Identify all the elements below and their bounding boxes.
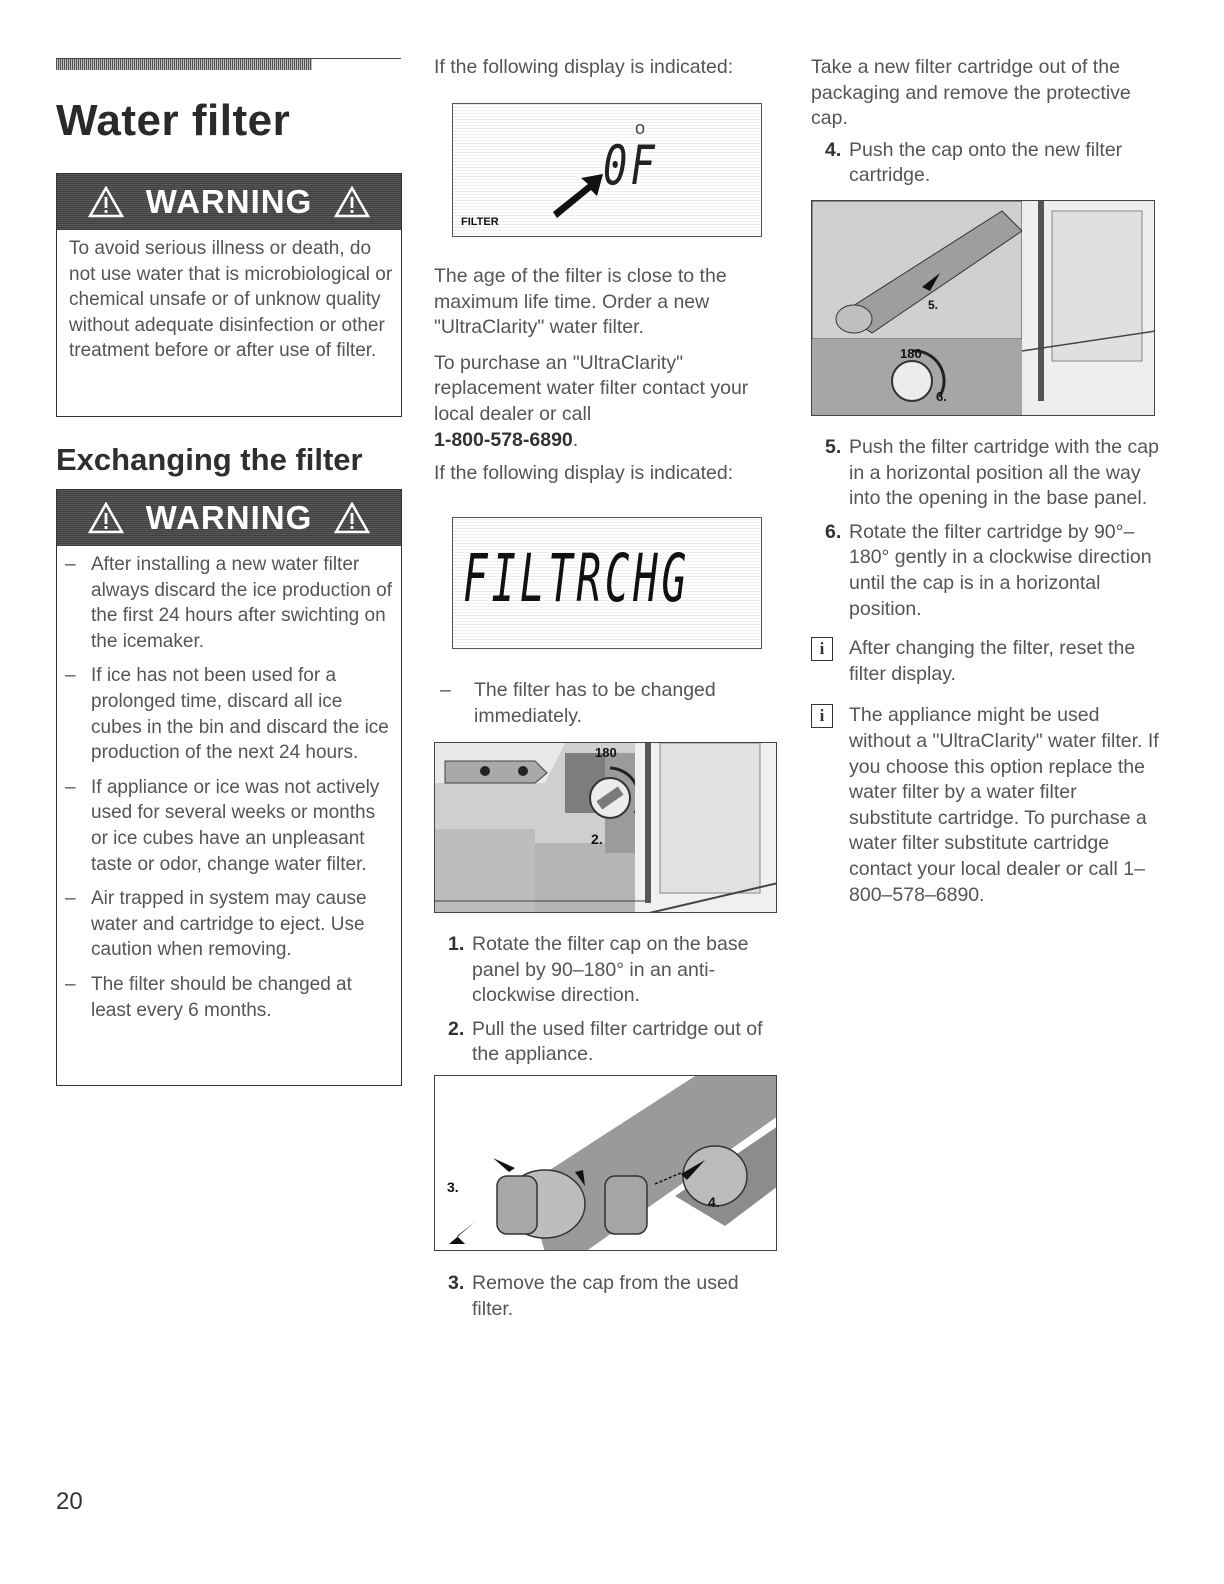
warning-list-item: – If appliance or ice was not actively used for several weeks or months or ice cubes have an unpleasant taste or odor, change water filter.	[65, 776, 380, 875]
warning-list-item: – After installing a new water filter always discard the ice production of the first 24 hours after swichting on the icemaker.	[65, 554, 392, 652]
header-rule-hatch	[56, 58, 312, 70]
warning-triangle-icon	[88, 186, 124, 218]
step-3	[434, 1271, 779, 1330]
warning-heading-2: WARNING	[145, 499, 313, 536]
display-illustration-0f	[452, 103, 762, 237]
info-note-2	[811, 703, 1161, 908]
figure2-label-4: 4.	[708, 1194, 720, 1210]
figure-insert-filter-graphic	[812, 201, 1155, 416]
warning-list-2	[57, 546, 401, 1023]
warning-triangle-icon	[88, 502, 124, 534]
step-text: Rotate the filter cartridge by 90°–180° gently in a clockwise direction until the cap is in a horizontal position.	[849, 520, 1152, 620]
step-item	[811, 138, 1161, 189]
purchase-paragraph	[434, 351, 779, 453]
step-item	[434, 932, 779, 1009]
step-text: Remove the cap from the used filter.	[472, 1272, 739, 1320]
warning-box-1	[56, 173, 402, 417]
column-2-text	[434, 264, 779, 497]
change-note-text: The filter has to be changed immediately.	[474, 679, 716, 727]
figure-rotate-cap	[434, 742, 777, 913]
phone-number: 1-800-578-6890	[434, 428, 573, 451]
warning-text-1: To avoid serious illness or death, do not use water that is microbiological or chemical unsafe or of unknow quality without adequate disinfection or other treatment before or after use of filter.	[69, 238, 393, 362]
display-code-0f: 0F	[603, 134, 658, 197]
step-text: Push the filter cartridge with the cap in a horizontal position all the way into the opening in the base panel.	[849, 436, 1159, 510]
warning-triangle-icon	[334, 502, 370, 534]
page-number: 20	[56, 1488, 83, 1515]
figure-remove-cap	[434, 1075, 777, 1251]
step-item	[811, 435, 1161, 512]
step-number: 4.	[825, 138, 842, 161]
display-illustration-filtrchg	[452, 517, 762, 649]
section-title: Exchanging the filter	[56, 442, 363, 477]
warning-item-text: After installing a new water filter always discard the ice production of the first 24 hours after swichting on the icemaker.	[91, 554, 392, 652]
figure3-label-6: 6.	[936, 389, 947, 404]
purchase-text: To purchase an "UltraClarity" replacement water filter contact your local dealer or call	[434, 351, 749, 425]
column-3-top	[811, 55, 1161, 197]
info-icon: i	[811, 637, 833, 661]
intro-text: Take a new filter cartridge out of the packaging and remove the protective cap.	[811, 56, 1131, 130]
warning-heading-1: WARNING	[145, 183, 313, 220]
figure3-label-180: 180	[900, 346, 922, 361]
display-intro-2: If the following display is indicated:	[434, 462, 734, 485]
step-item	[811, 520, 1161, 622]
step-number: 3.	[448, 1272, 465, 1294]
figure-insert-filter	[811, 200, 1155, 416]
age-text: The age of the filter is close to the maximum life time. Order a new "UltraClarity" water filter.	[434, 265, 727, 339]
column-3-bottom	[811, 435, 1161, 908]
display-intro-1: If the following display is indicated:	[434, 56, 734, 78]
change-note	[434, 678, 779, 738]
figure-remove-cap-graphic	[435, 1076, 777, 1251]
figure-rotate-cap-graphic	[435, 743, 777, 913]
display-degree: o	[635, 118, 646, 138]
display-code-filtrchg: FILTRCHG	[463, 540, 690, 617]
warning-list-item: – Air trapped in system may cause water and cartridge to eject. Use caution when removing.	[65, 888, 367, 961]
step-item	[434, 1271, 779, 1322]
header-rule-line	[56, 58, 401, 59]
figure2-label-3: 3.	[447, 1179, 459, 1195]
step-item	[434, 1017, 779, 1068]
change-note-item: – The filter has to be changed immediately.	[440, 679, 716, 727]
phone-suffix: .	[572, 428, 579, 451]
figure3-label-5: 5.	[928, 298, 939, 312]
warning-item-text: The filter should be changed at least every 6 months.	[91, 973, 352, 1021]
warning-box-2	[56, 489, 402, 1086]
step-number: 6.	[825, 520, 842, 543]
step-number: 1.	[448, 933, 465, 955]
warning-list-item: – The filter should be changed at least every 6 months.	[65, 973, 352, 1021]
warning-header-2	[57, 490, 401, 546]
warning-triangle-icon	[334, 186, 370, 218]
step-text: Rotate the filter cap on the base panel by 90–180° in an anti-clockwise direction.	[472, 933, 749, 1007]
arrow-icon	[553, 174, 603, 218]
info-icon: i	[811, 704, 833, 728]
page-title: Water filter	[56, 96, 291, 145]
info-text: After changing the filter, reset the filter display.	[849, 637, 1136, 685]
step-number: 5.	[825, 436, 842, 458]
step-number: 2.	[448, 1017, 465, 1040]
warning-item-text: Air trapped in system may cause water and cartridge to eject. Use caution when removing.	[91, 888, 367, 961]
figure1-label-180: 180	[595, 745, 617, 760]
warning-list-item: – If ice has not been used for a prolonged time, discard all ice cubes in the bin and discard the ice production of the next 24 hours.	[65, 665, 389, 764]
info-text: The appliance might be used without a "UltraClarity" water filter. If you choose this option replace the water filter by a water filter substitute cartridge. To purchase a water filter substitute cartridge contact your local dealer or call 1–800–578–6890.	[849, 704, 1159, 906]
filter-label: FILTER	[461, 216, 499, 228]
warning-header-1	[57, 174, 401, 230]
steps-1-2	[434, 932, 779, 1076]
step-text: Push the cap onto the new filter cartridge.	[849, 138, 1123, 187]
info-note-1	[811, 636, 1161, 687]
warning-item-text: If ice has not been used for a prolonged time, discard all ice cubes in the bin and discard the ice production of the next 24 hours.	[91, 665, 389, 764]
header-rule	[56, 58, 401, 70]
step-text: Pull the used filter cartridge out of the appliance.	[472, 1017, 763, 1066]
warning-item-text: If appliance or ice was not actively used for several weeks or months or ice cubes have an unpleasant taste or odor, change water filter.	[91, 776, 380, 875]
figure1-label-step2: 2.	[591, 831, 603, 847]
